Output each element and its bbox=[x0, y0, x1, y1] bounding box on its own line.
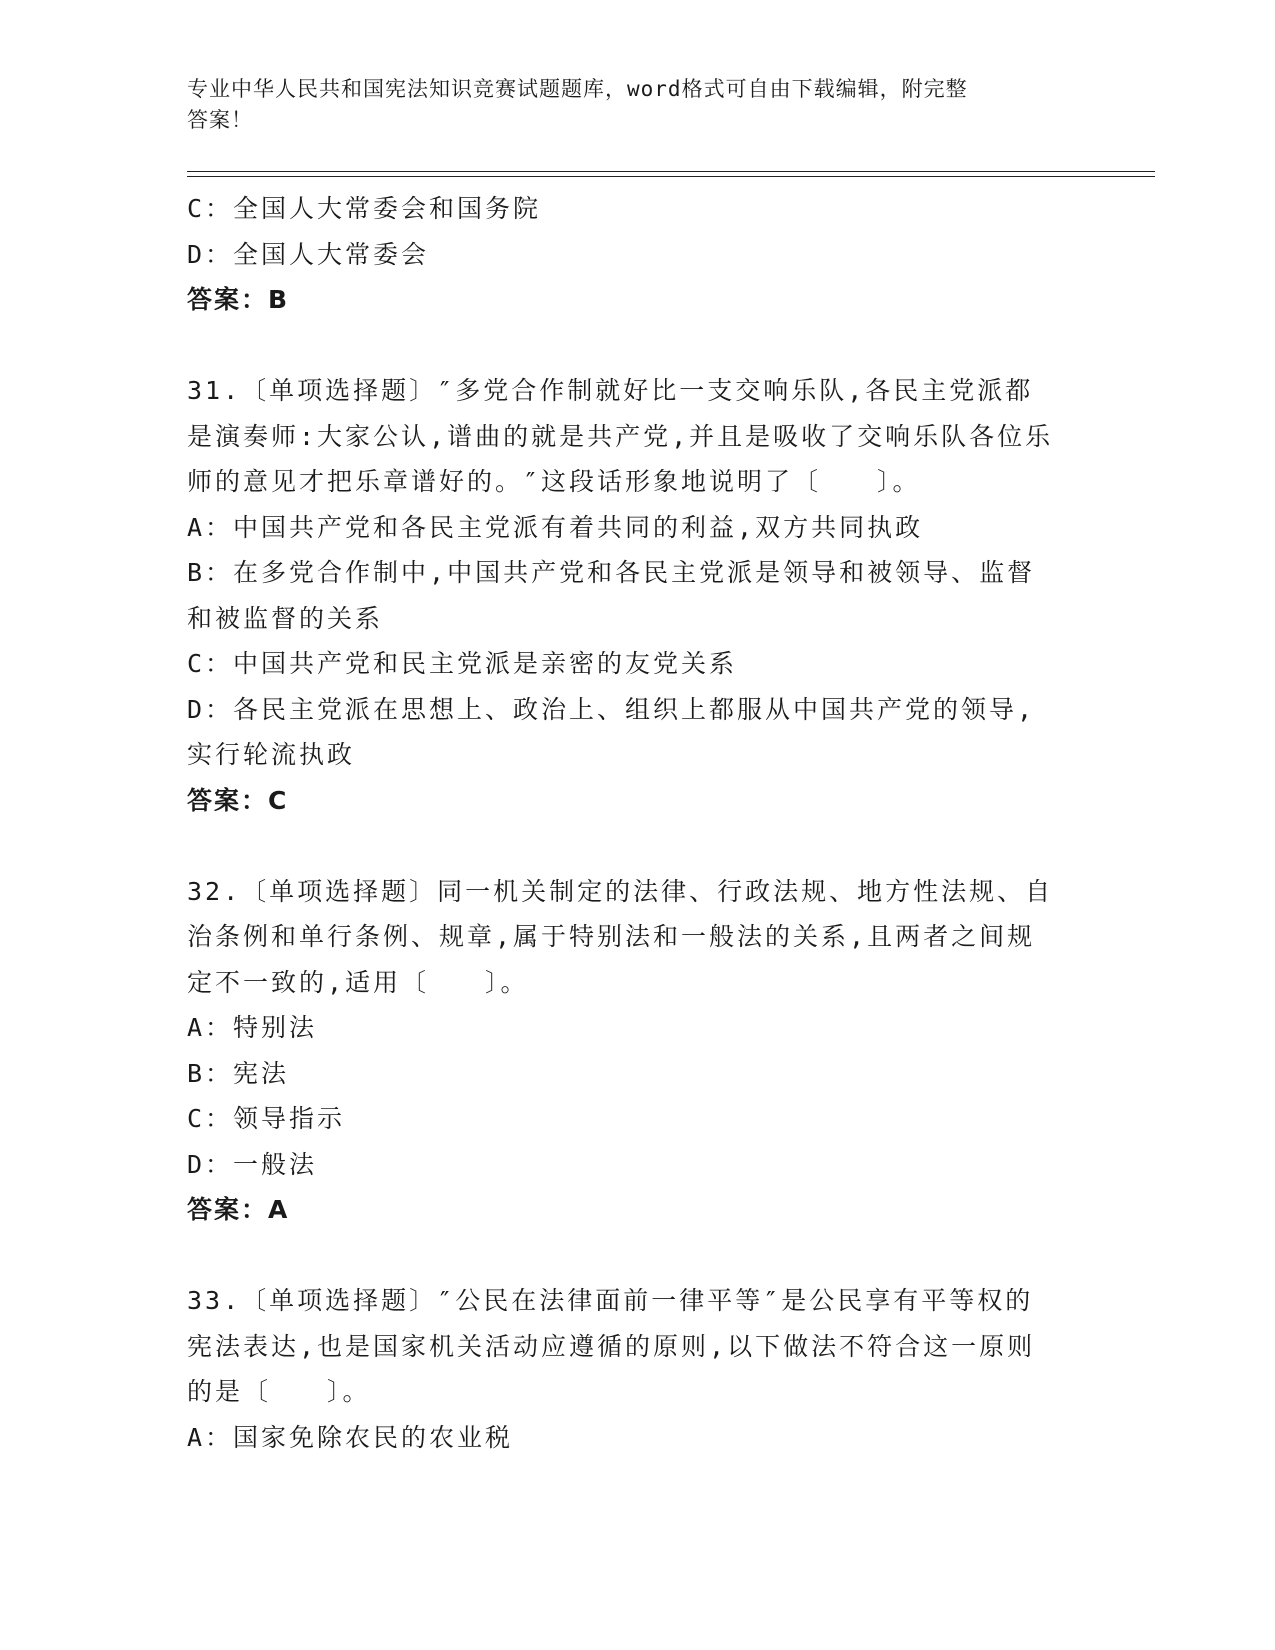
option-d: D：各民主党派在思想上、政治上、组织上都服从中国共产党的领导, bbox=[187, 694, 1036, 724]
question-text: 定不一致的,适用〔 〕。 bbox=[187, 967, 529, 997]
spacer bbox=[187, 1233, 1087, 1279]
spacer bbox=[187, 323, 1087, 369]
option-d: D：一般法 bbox=[187, 1149, 318, 1179]
answer-line: 答案：B bbox=[187, 285, 290, 314]
question-32 bbox=[187, 869, 1087, 1233]
question-31 bbox=[187, 368, 1087, 823]
option-line: D：全国人大常委会 bbox=[187, 239, 430, 269]
header-line-2: 答案！ bbox=[187, 108, 253, 132]
question-text: 师的意见才把乐章谱好的。″这段话形象地说明了〔 〕。 bbox=[187, 467, 921, 496]
option-b: B：在多党合作制中,中国共产党和各民主党派是领导和被领导、监督 bbox=[187, 558, 1036, 587]
header-line-1: 专业中华人民共和国宪法知识竞赛试题题库，word格式可自由下载编辑，附完整 bbox=[187, 77, 968, 101]
answer-line: 答案：A bbox=[187, 1195, 290, 1224]
option-b: B：宪法 bbox=[187, 1058, 290, 1088]
question-text: 治条例和单行条例、规章,属于特别法和一般法的关系,且两者之间规 bbox=[187, 922, 1036, 951]
question-text: 是演奏师:大家公认,谱曲的就是共产党,并且是吸收了交响乐队各位乐 bbox=[187, 421, 1054, 451]
question-text: 31.〔单项选择题〕″多党合作制就好比一支交响乐队,各民主党派都 bbox=[187, 376, 1034, 405]
question-text: 32.〔单项选择题〕同一机关制定的法律、行政法规、地方性法规、自 bbox=[187, 876, 1054, 906]
option-b-cont: 和被监督的关系 bbox=[187, 603, 384, 633]
answer-line: 答案：C bbox=[187, 785, 289, 815]
option-c: C：中国共产党和民主党派是亲密的友党关系 bbox=[187, 649, 738, 678]
question-text: 宪法表达,也是国家机关活动应遵循的原则,以下做法不符合这一原则 bbox=[187, 1331, 1036, 1361]
page-header bbox=[187, 74, 1067, 136]
spacer bbox=[187, 823, 1087, 869]
question-text: 的是〔 〕。 bbox=[187, 1377, 371, 1406]
option-d-cont: 实行轮流执政 bbox=[187, 740, 356, 769]
header-rule-bottom bbox=[187, 176, 1155, 177]
option-line: C：全国人大常委会和国务院 bbox=[187, 194, 542, 223]
option-a: A：特别法 bbox=[187, 1013, 318, 1042]
option-c: C：领导指示 bbox=[187, 1104, 346, 1133]
option-a: A：中国共产党和各民主党派有着共同的利益,双方共同执政 bbox=[187, 512, 924, 542]
question-content bbox=[187, 186, 1087, 1460]
option-a: A：国家免除农民的农业税 bbox=[187, 1422, 514, 1452]
header-rule-top bbox=[187, 171, 1155, 172]
question-text: 33.〔单项选择题〕″公民在法律面前一律平等″是公民享有平等权的 bbox=[187, 1286, 1034, 1315]
question-33 bbox=[187, 1278, 1087, 1460]
